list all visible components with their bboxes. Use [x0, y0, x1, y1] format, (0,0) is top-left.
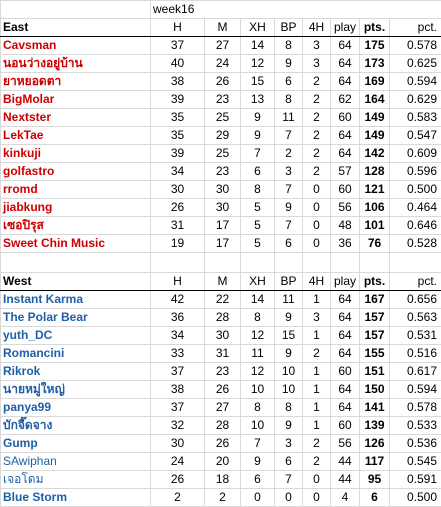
stat-bp[interactable]: 3 — [275, 435, 303, 453]
stat-xh[interactable]: 8 — [241, 181, 275, 199]
blank-cell[interactable] — [151, 253, 205, 273]
stat-h[interactable]: 33 — [151, 345, 205, 363]
table-row — [1, 55, 441, 73]
stat-4h[interactable]: 1 — [303, 291, 331, 309]
stat-4h[interactable]: 2 — [303, 145, 331, 163]
stat-h[interactable]: 37 — [151, 399, 205, 417]
stat-4h[interactable]: 1 — [303, 417, 331, 435]
sheet-body — [1, 1, 441, 507]
stat-4h[interactable]: 0 — [303, 181, 331, 199]
stat-xh[interactable]: 9 — [241, 127, 275, 145]
stat-bp[interactable]: 9 — [275, 55, 303, 73]
blank-cell[interactable] — [241, 253, 275, 273]
table-row — [1, 37, 441, 55]
stat-pct[interactable]: 0.625 — [390, 55, 441, 73]
stat-bp[interactable]: 0 — [275, 489, 303, 507]
stat-play[interactable]: 36 — [331, 235, 360, 253]
stat-m[interactable]: 27 — [205, 399, 241, 417]
stat-4h[interactable]: 0 — [303, 489, 331, 507]
team-name[interactable]: Blue Storm — [1, 489, 151, 507]
stat-xh[interactable]: 12 — [241, 327, 275, 345]
stat-xh[interactable]: 8 — [241, 309, 275, 327]
stat-pts[interactable]: 142 — [360, 145, 390, 163]
stat-bp[interactable]: 6 — [275, 235, 303, 253]
stat-pts[interactable]: 155 — [360, 345, 390, 363]
stat-4h[interactable]: 2 — [303, 345, 331, 363]
table-row — [1, 109, 441, 127]
table-row — [1, 417, 441, 435]
stat-h[interactable]: 36 — [151, 309, 205, 327]
east-header-row — [1, 19, 441, 37]
table-row — [1, 489, 441, 507]
table-row — [1, 291, 441, 309]
west-section-title[interactable]: West — [1, 273, 151, 291]
stat-pct[interactable]: 0.596 — [390, 163, 441, 181]
blank-row — [1, 253, 441, 273]
column-header-play[interactable]: play — [331, 273, 360, 291]
stat-xh[interactable]: 0 — [241, 489, 275, 507]
stat-4h[interactable]: 2 — [303, 109, 331, 127]
stat-bp[interactable]: 7 — [275, 181, 303, 199]
stat-4h[interactable]: 0 — [303, 217, 331, 235]
stat-play[interactable]: 44 — [331, 471, 360, 489]
stat-4h[interactable]: 2 — [303, 453, 331, 471]
team-name[interactable]: yuth_DC — [1, 327, 151, 345]
blank-cell[interactable] — [390, 253, 441, 273]
stat-4h[interactable]: 1 — [303, 399, 331, 417]
stat-bp[interactable]: 7 — [275, 127, 303, 145]
blank-cell[interactable] — [331, 253, 360, 273]
stat-h[interactable]: 40 — [151, 55, 205, 73]
stat-play[interactable]: 48 — [331, 217, 360, 235]
table-row — [1, 217, 441, 235]
stat-play[interactable]: 4 — [331, 489, 360, 507]
team-name[interactable]: Cavsman — [1, 37, 151, 55]
stat-pts[interactable]: 141 — [360, 399, 390, 417]
team-name[interactable]: SAwiphan — [1, 453, 151, 471]
column-header-m[interactable]: M — [205, 273, 241, 291]
stat-pct[interactable]: 0.578 — [390, 37, 441, 55]
stat-m[interactable]: 26 — [205, 73, 241, 91]
stat-m[interactable]: 20 — [205, 453, 241, 471]
stat-bp[interactable]: 15 — [275, 327, 303, 345]
stat-pct[interactable]: 0.516 — [390, 345, 441, 363]
column-header-4h[interactable]: 4H — [303, 273, 331, 291]
stat-play[interactable]: 60 — [331, 181, 360, 199]
stat-pct[interactable]: 0.500 — [390, 489, 441, 507]
team-name[interactable]: เซอปิรุส — [1, 217, 151, 235]
table-row — [1, 127, 441, 145]
stat-m[interactable]: 26 — [205, 381, 241, 399]
stat-play[interactable]: 60 — [331, 109, 360, 127]
stat-h[interactable]: 37 — [151, 363, 205, 381]
table-row — [1, 145, 441, 163]
stat-pts[interactable]: 6 — [360, 489, 390, 507]
column-header-4h[interactable]: 4H — [303, 19, 331, 37]
column-header-bp[interactable]: BP — [275, 273, 303, 291]
table-row — [1, 91, 441, 109]
stat-xh[interactable]: 8 — [241, 399, 275, 417]
table-row — [1, 399, 441, 417]
stat-bp[interactable]: 7 — [275, 217, 303, 235]
stat-m[interactable]: 17 — [205, 217, 241, 235]
stat-h[interactable]: 19 — [151, 235, 205, 253]
stat-bp[interactable]: 11 — [275, 291, 303, 309]
column-header-h[interactable]: H — [151, 19, 205, 37]
stat-play[interactable]: 64 — [331, 381, 360, 399]
team-name[interactable]: เจอโดม — [1, 471, 151, 489]
stat-xh[interactable]: 6 — [241, 163, 275, 181]
stat-pct[interactable]: 0.547 — [390, 127, 441, 145]
stat-m[interactable]: 23 — [205, 363, 241, 381]
stat-m[interactable]: 24 — [205, 55, 241, 73]
stat-play[interactable]: 44 — [331, 453, 360, 471]
stat-h[interactable]: 30 — [151, 435, 205, 453]
stat-bp[interactable]: 6 — [275, 453, 303, 471]
table-row — [1, 181, 441, 199]
stat-pts[interactable]: 106 — [360, 199, 390, 217]
stat-xh[interactable]: 9 — [241, 109, 275, 127]
stat-bp[interactable]: 3 — [275, 163, 303, 181]
east-section-title[interactable]: East — [1, 19, 151, 37]
stat-play[interactable]: 64 — [331, 37, 360, 55]
stat-xh[interactable]: 10 — [241, 417, 275, 435]
team-name[interactable]: LekTae — [1, 127, 151, 145]
stat-play[interactable]: 60 — [331, 417, 360, 435]
team-name[interactable]: Rikrok — [1, 363, 151, 381]
stat-m[interactable]: 25 — [205, 109, 241, 127]
blank-cell[interactable] — [205, 253, 241, 273]
stat-h[interactable]: 30 — [151, 181, 205, 199]
stat-4h[interactable]: 0 — [303, 235, 331, 253]
stat-m[interactable]: 26 — [205, 435, 241, 453]
stat-xh[interactable]: 9 — [241, 453, 275, 471]
stat-h[interactable]: 26 — [151, 471, 205, 489]
stat-m[interactable]: 30 — [205, 327, 241, 345]
stat-pct[interactable]: 0.609 — [390, 145, 441, 163]
table-row — [1, 435, 441, 453]
stat-play[interactable]: 57 — [331, 163, 360, 181]
stat-h[interactable]: 37 — [151, 37, 205, 55]
stat-play[interactable]: 56 — [331, 435, 360, 453]
stat-pts[interactable]: 101 — [360, 217, 390, 235]
stat-pts[interactable]: 76 — [360, 235, 390, 253]
west-header-row — [1, 273, 441, 291]
stat-play[interactable]: 60 — [331, 363, 360, 381]
stat-xh[interactable]: 10 — [241, 381, 275, 399]
stat-xh[interactable]: 6 — [241, 471, 275, 489]
stat-4h[interactable]: 3 — [303, 37, 331, 55]
stat-play[interactable]: 64 — [331, 399, 360, 417]
stat-m[interactable]: 30 — [205, 199, 241, 217]
stat-m[interactable]: 28 — [205, 417, 241, 435]
stat-bp[interactable]: 7 — [275, 471, 303, 489]
stat-pts[interactable]: 149 — [360, 109, 390, 127]
stat-play[interactable]: 56 — [331, 199, 360, 217]
column-header-bp[interactable]: BP — [275, 19, 303, 37]
table-row — [1, 73, 441, 91]
column-header-h[interactable]: H — [151, 273, 205, 291]
stat-4h[interactable]: 2 — [303, 127, 331, 145]
column-header-m[interactable]: M — [205, 19, 241, 37]
stat-pct[interactable]: 0.578 — [390, 399, 441, 417]
team-name[interactable]: BigMolar — [1, 91, 151, 109]
team-name[interactable]: Instant Karma — [1, 291, 151, 309]
column-header-xh[interactable]: XH — [241, 19, 275, 37]
stat-pts[interactable]: 95 — [360, 471, 390, 489]
column-header-pct[interactable]: pct. — [390, 273, 441, 291]
stat-4h[interactable]: 2 — [303, 163, 331, 181]
stat-play[interactable]: 64 — [331, 345, 360, 363]
blank-cell[interactable] — [1, 253, 151, 273]
stat-xh[interactable]: 7 — [241, 435, 275, 453]
table-row — [1, 309, 441, 327]
stat-play[interactable]: 64 — [331, 73, 360, 91]
stat-pct[interactable]: 0.464 — [390, 199, 441, 217]
stat-play[interactable]: 64 — [331, 291, 360, 309]
stat-4h[interactable]: 3 — [303, 309, 331, 327]
stat-xh[interactable]: 12 — [241, 363, 275, 381]
stat-bp[interactable]: 9 — [275, 309, 303, 327]
stat-bp[interactable]: 8 — [275, 399, 303, 417]
stat-m[interactable]: 29 — [205, 127, 241, 145]
stat-h[interactable]: 32 — [151, 417, 205, 435]
column-header-xh[interactable]: XH — [241, 273, 275, 291]
stat-pts[interactable]: 157 — [360, 327, 390, 345]
stat-pct[interactable]: 0.528 — [390, 235, 441, 253]
stat-pts[interactable]: 128 — [360, 163, 390, 181]
stat-play[interactable]: 64 — [331, 55, 360, 73]
stat-bp[interactable]: 9 — [275, 417, 303, 435]
stat-h[interactable]: 34 — [151, 163, 205, 181]
stat-pts[interactable]: 164 — [360, 91, 390, 109]
week-label[interactable]: week16 — [151, 1, 441, 19]
team-name[interactable]: Romancini — [1, 345, 151, 363]
stat-xh[interactable]: 7 — [241, 145, 275, 163]
stat-xh[interactable]: 14 — [241, 37, 275, 55]
stat-m[interactable]: 23 — [205, 163, 241, 181]
stat-play[interactable]: 64 — [331, 145, 360, 163]
stat-4h[interactable]: 0 — [303, 471, 331, 489]
table-row — [1, 235, 441, 253]
stat-pts[interactable]: 173 — [360, 55, 390, 73]
team-name[interactable]: golfastro — [1, 163, 151, 181]
stat-xh[interactable]: 5 — [241, 217, 275, 235]
team-name[interactable]: บักจี๊ดจาง — [1, 417, 151, 435]
stat-m[interactable]: 18 — [205, 471, 241, 489]
blank-cell[interactable] — [1, 1, 151, 19]
stat-xh[interactable]: 12 — [241, 55, 275, 73]
stat-bp[interactable]: 2 — [275, 145, 303, 163]
stat-pct[interactable]: 0.656 — [390, 291, 441, 309]
stat-play[interactable]: 64 — [331, 127, 360, 145]
stat-xh[interactable]: 5 — [241, 199, 275, 217]
stat-play[interactable]: 62 — [331, 91, 360, 109]
stat-m[interactable]: 22 — [205, 291, 241, 309]
blank-cell[interactable] — [360, 253, 390, 273]
column-header-play[interactable]: play — [331, 19, 360, 37]
stat-pct[interactable]: 0.646 — [390, 217, 441, 235]
stat-m[interactable]: 17 — [205, 235, 241, 253]
stat-h[interactable]: 31 — [151, 217, 205, 235]
stat-pts[interactable]: 175 — [360, 37, 390, 55]
stat-h[interactable]: 2 — [151, 489, 205, 507]
stat-pts[interactable]: 139 — [360, 417, 390, 435]
stat-h[interactable]: 42 — [151, 291, 205, 309]
stat-bp[interactable]: 8 — [275, 37, 303, 55]
stat-4h[interactable]: 2 — [303, 91, 331, 109]
stat-h[interactable]: 39 — [151, 145, 205, 163]
stat-bp[interactable]: 9 — [275, 345, 303, 363]
stat-pct[interactable]: 0.536 — [390, 435, 441, 453]
stat-pts[interactable]: 121 — [360, 181, 390, 199]
stat-pct[interactable]: 0.629 — [390, 91, 441, 109]
table-row — [1, 199, 441, 217]
stat-h[interactable]: 34 — [151, 327, 205, 345]
team-name[interactable]: ยาหยอดตา — [1, 73, 151, 91]
team-name[interactable]: panya99 — [1, 399, 151, 417]
stat-pct[interactable]: 0.533 — [390, 417, 441, 435]
stat-4h[interactable]: 1 — [303, 381, 331, 399]
stat-pct[interactable]: 0.563 — [390, 309, 441, 327]
column-header-pts[interactable]: pts. — [360, 19, 390, 37]
stat-pts[interactable]: 150 — [360, 381, 390, 399]
stat-4h[interactable]: 2 — [303, 435, 331, 453]
stat-bp[interactable]: 8 — [275, 91, 303, 109]
team-name[interactable]: นายหมู่ใหญ่ — [1, 381, 151, 399]
table-row — [1, 363, 441, 381]
stat-pts[interactable]: 126 — [360, 435, 390, 453]
stat-pct[interactable]: 0.617 — [390, 363, 441, 381]
stat-4h[interactable]: 2 — [303, 73, 331, 91]
stat-m[interactable]: 30 — [205, 181, 241, 199]
table-row — [1, 327, 441, 345]
stat-pct[interactable]: 0.583 — [390, 109, 441, 127]
stat-bp[interactable]: 10 — [275, 381, 303, 399]
table-row — [1, 381, 441, 399]
stat-play[interactable]: 64 — [331, 309, 360, 327]
table-row — [1, 453, 441, 471]
column-header-pct[interactable]: pct. — [390, 19, 441, 37]
stat-xh[interactable]: 15 — [241, 73, 275, 91]
team-name[interactable]: นอนว่างอยู่บ้าน — [1, 55, 151, 73]
stat-xh[interactable]: 13 — [241, 91, 275, 109]
table-row — [1, 163, 441, 181]
blank-cell[interactable] — [303, 253, 331, 273]
stat-m[interactable]: 23 — [205, 91, 241, 109]
stat-pts[interactable]: 157 — [360, 309, 390, 327]
blank-cell[interactable] — [275, 253, 303, 273]
stat-4h[interactable]: 1 — [303, 327, 331, 345]
stat-bp[interactable]: 6 — [275, 73, 303, 91]
stat-play[interactable]: 64 — [331, 327, 360, 345]
team-name[interactable]: Gump — [1, 435, 151, 453]
stat-m[interactable]: 28 — [205, 309, 241, 327]
stat-xh[interactable]: 5 — [241, 235, 275, 253]
stat-bp[interactable]: 10 — [275, 363, 303, 381]
team-name[interactable]: kinkuji — [1, 145, 151, 163]
team-name[interactable]: Nextster — [1, 109, 151, 127]
stat-xh[interactable]: 11 — [241, 345, 275, 363]
team-name[interactable]: rromd — [1, 181, 151, 199]
stat-m[interactable]: 2 — [205, 489, 241, 507]
stat-h[interactable]: 24 — [151, 453, 205, 471]
table-row — [1, 471, 441, 489]
team-name[interactable]: The Polar Bear — [1, 309, 151, 327]
stat-h[interactable]: 38 — [151, 73, 205, 91]
table-row — [1, 345, 441, 363]
stat-h[interactable]: 35 — [151, 127, 205, 145]
stat-xh[interactable]: 14 — [241, 291, 275, 309]
team-name[interactable]: jiabkung — [1, 199, 151, 217]
stat-pts[interactable]: 151 — [360, 363, 390, 381]
stat-bp[interactable]: 11 — [275, 109, 303, 127]
stat-h[interactable]: 39 — [151, 91, 205, 109]
stat-h[interactable]: 26 — [151, 199, 205, 217]
stat-pct[interactable]: 0.545 — [390, 453, 441, 471]
stat-4h[interactable]: 1 — [303, 363, 331, 381]
stat-m[interactable]: 31 — [205, 345, 241, 363]
stat-pts[interactable]: 117 — [360, 453, 390, 471]
stat-m[interactable]: 25 — [205, 145, 241, 163]
stat-pct[interactable]: 0.500 — [390, 181, 441, 199]
stat-pts[interactable]: 169 — [360, 73, 390, 91]
stat-h[interactable]: 35 — [151, 109, 205, 127]
stat-4h[interactable]: 3 — [303, 55, 331, 73]
week-row — [1, 1, 441, 19]
stat-h[interactable]: 38 — [151, 381, 205, 399]
stat-pct[interactable]: 0.591 — [390, 471, 441, 489]
stat-bp[interactable]: 9 — [275, 199, 303, 217]
stat-pct[interactable]: 0.531 — [390, 327, 441, 345]
stat-4h[interactable]: 0 — [303, 199, 331, 217]
column-header-pts[interactable]: pts. — [360, 273, 390, 291]
stat-m[interactable]: 27 — [205, 37, 241, 55]
stat-pts[interactable]: 167 — [360, 291, 390, 309]
stat-pct[interactable]: 0.594 — [390, 381, 441, 399]
stat-pct[interactable]: 0.594 — [390, 73, 441, 91]
team-name[interactable]: Sweet Chin Music — [1, 235, 151, 253]
stat-pts[interactable]: 149 — [360, 127, 390, 145]
